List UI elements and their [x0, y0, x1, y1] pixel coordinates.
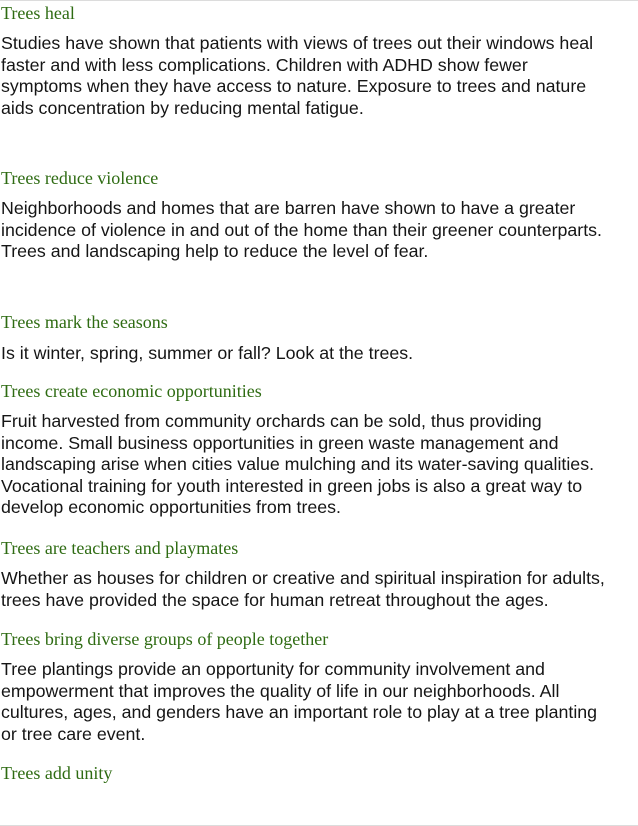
heading-trees-are-teachers-and-playmates: Trees are teachers and playmates — [1, 538, 239, 558]
text-line: Is it winter, spring, summer or fall? Look at the trees. — [1, 343, 414, 363]
text-line: income. Small business opportunities in green waste management and — [1, 432, 559, 453]
heading-trees-heal: Trees heal — [1, 3, 75, 23]
text-line: symptoms when they have access to nature. Exposure to trees and nature — [1, 76, 587, 96]
text-line: incidence of violence in and out of the home than their greener counterparts. — [1, 219, 602, 240]
text-line: trees have provided the space for human retreat throughout the ages. — [1, 589, 549, 610]
text-line: Vocational training for youth interested in green jobs is also a great way to — [1, 475, 583, 496]
paragraph-trees-create-economic-opportunities — [1, 411, 638, 519]
text-line: Studies have shown that patients with views of trees out their windows heal — [1, 33, 594, 53]
text-line: empowerment that improves the quality of life in our neighborhoods. All — [1, 680, 560, 701]
paragraph-trees-heal — [1, 33, 638, 119]
paragraph-trees-mark-the-seasons — [1, 343, 638, 365]
text-line: Neighborhoods and homes that are barren have shown to have a greater — [1, 198, 576, 218]
text-line: or tree care event. — [1, 723, 146, 744]
text-line: faster and with less complications. Children with ADHD show fewer — [1, 54, 528, 75]
text-line: develop economic opportunities from trees. — [1, 497, 341, 517]
text-line: aids concentration by reducing mental fatigue. — [1, 97, 364, 118]
heading-trees-mark-the-seasons: Trees mark the seasons — [1, 312, 168, 332]
text-line: landscaping arise when cities value mulching and its water-saving qualities. — [1, 454, 595, 474]
text-line: Fruit harvested from community orchards can be sold, thus providing — [1, 411, 542, 431]
text-line: Whether as houses for children or creative and spiritual inspiration for adults, — [1, 568, 605, 588]
heading-trees-reduce-violence: Trees reduce violence — [1, 168, 159, 188]
paragraph-trees-are-teachers-and-playmates — [1, 568, 638, 611]
heading-trees-create-economic-opportunities: Trees create economic opportunities — [1, 381, 262, 401]
heading-trees-bring-diverse-groups: Trees bring diverse groups of people together — [1, 629, 329, 649]
text-line: Trees and landscaping help to reduce the level of fear. — [1, 241, 429, 261]
text-line: Tree plantings provide an opportunity for community involvement and — [1, 659, 545, 679]
heading-trees-add-unity: Trees add unity — [1, 763, 113, 783]
paragraph-trees-bring-diverse-groups — [1, 659, 638, 745]
text-line: cultures, ages, and genders have an important role to play at a tree planting — [1, 702, 598, 722]
paragraph-trees-reduce-violence — [1, 198, 638, 263]
